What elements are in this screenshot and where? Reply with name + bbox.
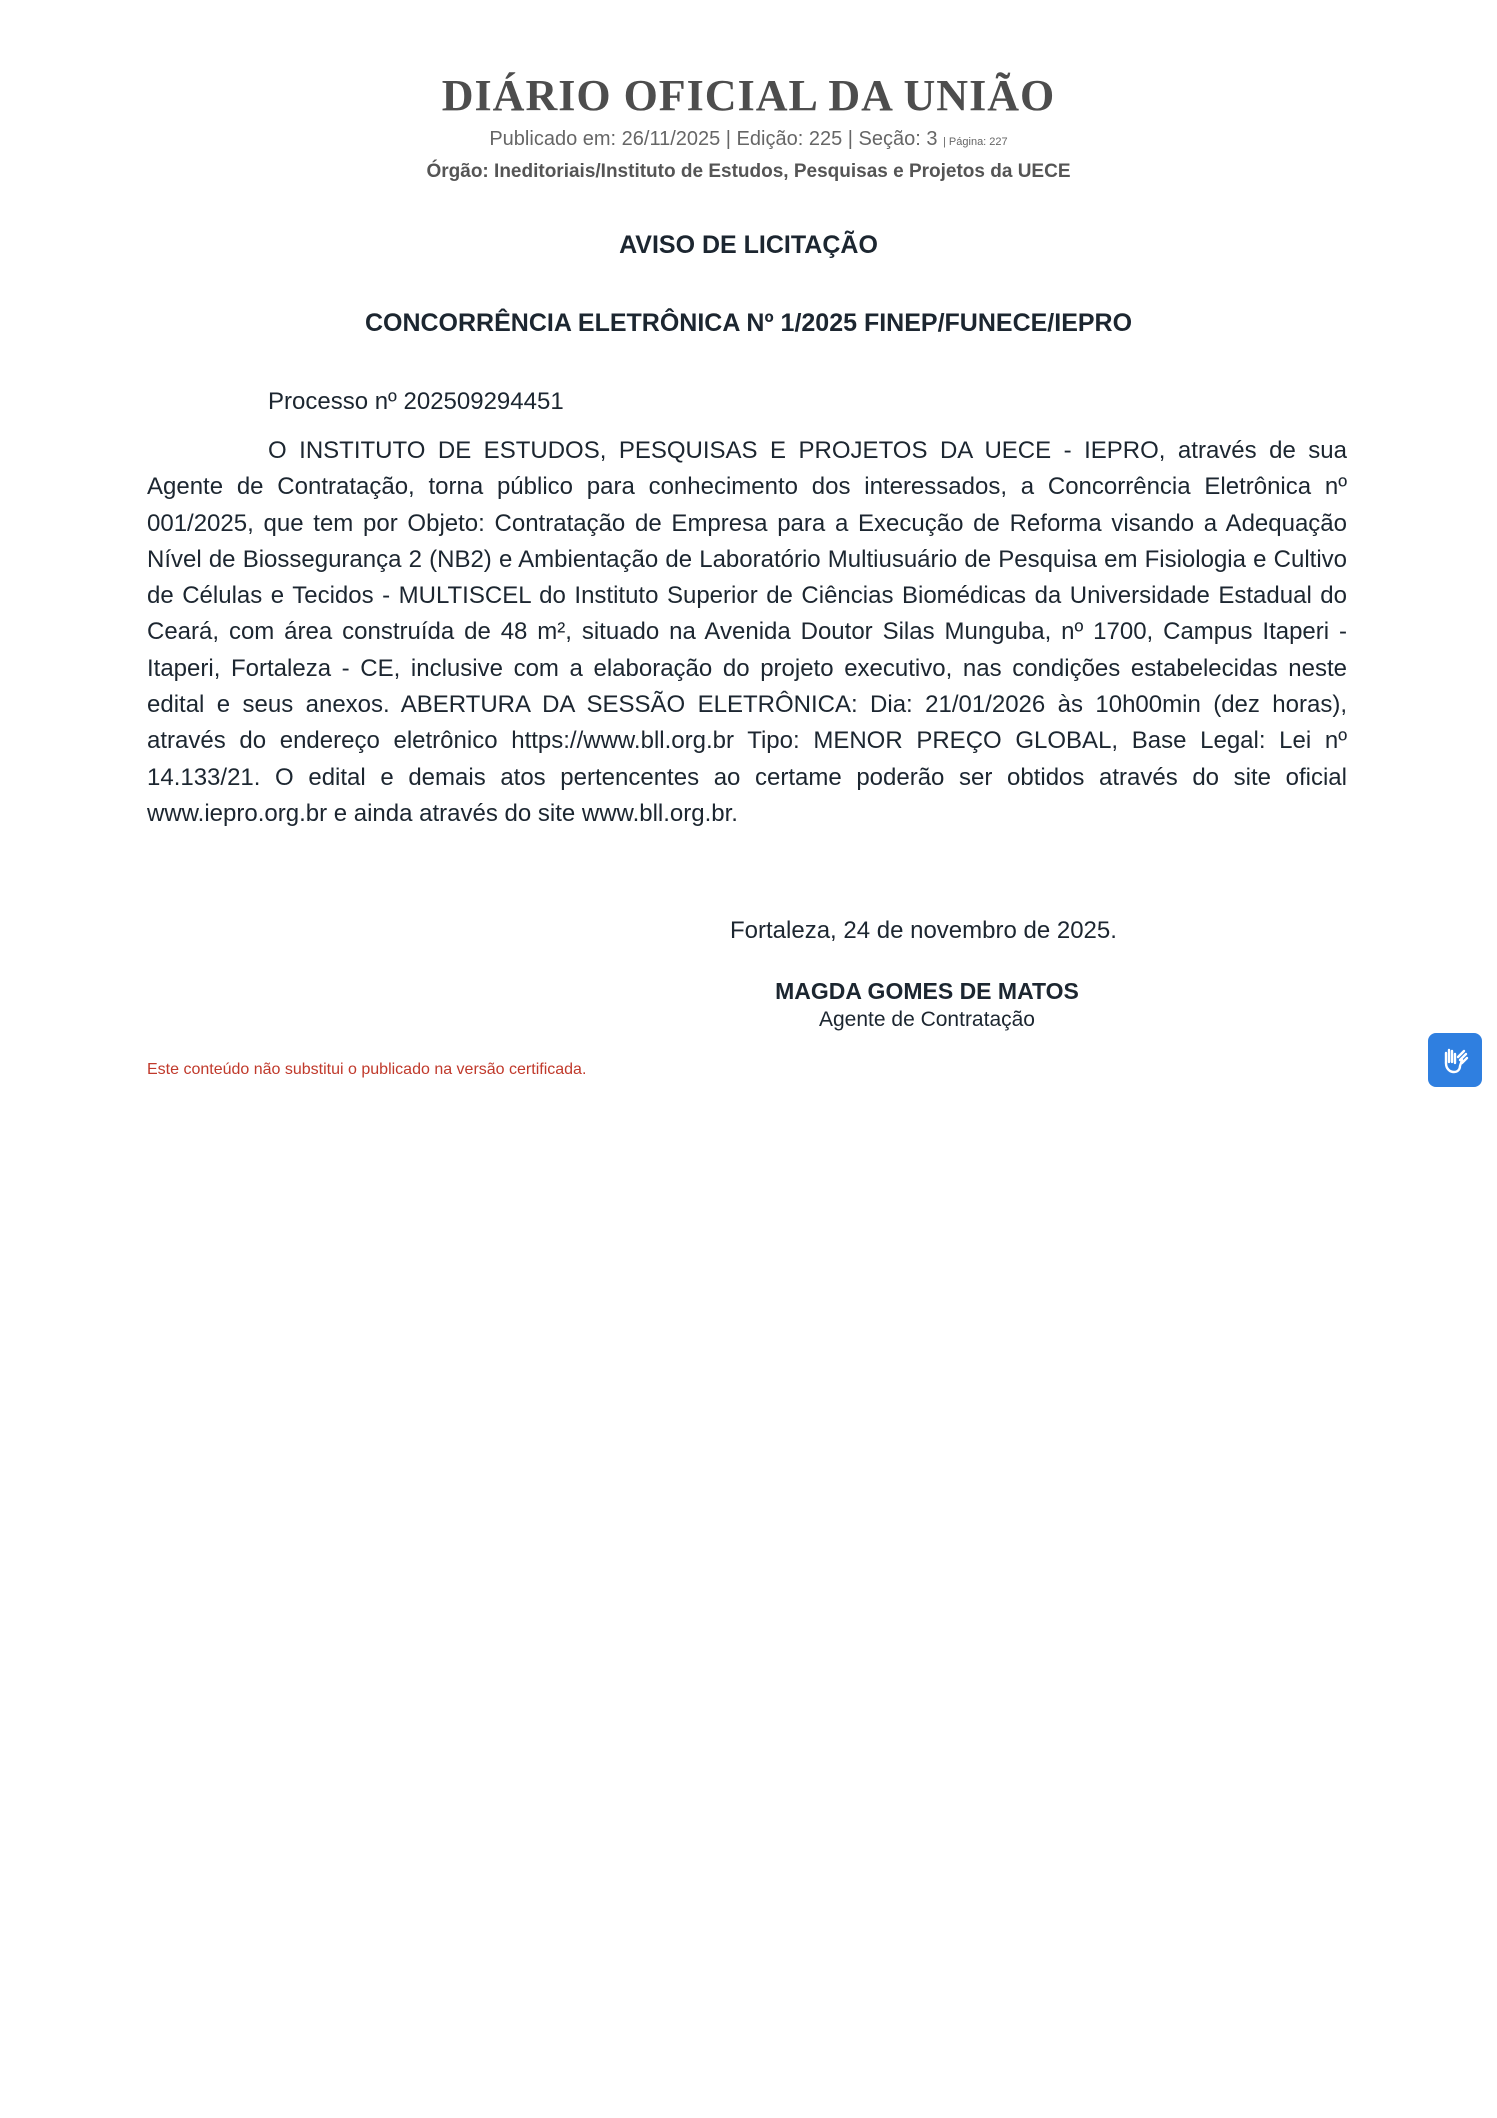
dateline: Fortaleza, 24 de novembro de 2025. — [730, 917, 1117, 944]
notice-body: O INSTITUTO DE ESTUDOS, PESQUISAS E PROJETOS DA UECE - IEPRO, através de sua Agente de Contratação, torna público para conhecimento dos interessados, a Concorrência Eletrônica nº 001/2025, que tem por Objeto: Contratação de Empresa para a Execução de Reforma visando a Adequação Nível de Biossegurança 2 (NB2) e Ambientação de Laboratório Multiusuário de Pesquisa em Fisiologia e Cultivo de Células e Tecidos - MULTISCEL do Instituto Superior de Ciências Biomédicas da Universidade Estadual do Ceará, com área construída de 48 m², situado na Avenida Doutor Silas Munguba, nº 1700, Campus Itaperi - Itaperi, Fortaleza - CE, inclusive com a elaboração do projeto executivo, nas condições estabelecidas neste edital e seus anexos. ABERTURA DA SESSÃO ELETRÔNICA: Dia: 21/01/2026 às 10h00min (dez horas), através do endereço eletrônico https://www.bll.org.br Tipo: MENOR PREÇO GLOBAL, Base Legal: Lei nº 14.133/21. O edital e demais atos pertencentes ao certame poderão ser obtidos através do site oficial www.iepro.org.br e ainda através do site www.bll.org.br. — [147, 437, 1347, 827]
issuing-organ: Órgão: Ineditoriais/Instituto de Estudos, Pesquisas e Projetos da UECE — [426, 161, 1071, 182]
notice-subtitle: CONCORRÊNCIA ELETRÔNICA Nº 1/2025 FINEP/FUNECE/IEPRO — [364, 309, 1133, 337]
masthead-title: DIÁRIO OFICIAL DA UNIÃO — [441, 71, 1056, 120]
notice-title: AVISO DE LICITAÇÃO — [619, 231, 878, 259]
page-number: | Página: 227 — [943, 136, 1008, 148]
sign-language-button[interactable] — [1428, 1033, 1482, 1087]
signer-role: Agente de Contratação — [819, 1008, 1035, 1031]
publication-details: Publicado em: 26/11/2025 | Edição: 225 | Seção: 3 — [489, 128, 938, 150]
publication-info — [0, 128, 1497, 151]
certification-disclaimer: Este conteúdo não substitui o publicado na versão certificada. — [147, 1061, 587, 1078]
sign-language-icon — [1438, 1043, 1472, 1077]
process-number: Processo nº 202509294451 — [268, 388, 564, 415]
signer-name: MAGDA GOMES DE MATOS — [775, 978, 1079, 1004]
